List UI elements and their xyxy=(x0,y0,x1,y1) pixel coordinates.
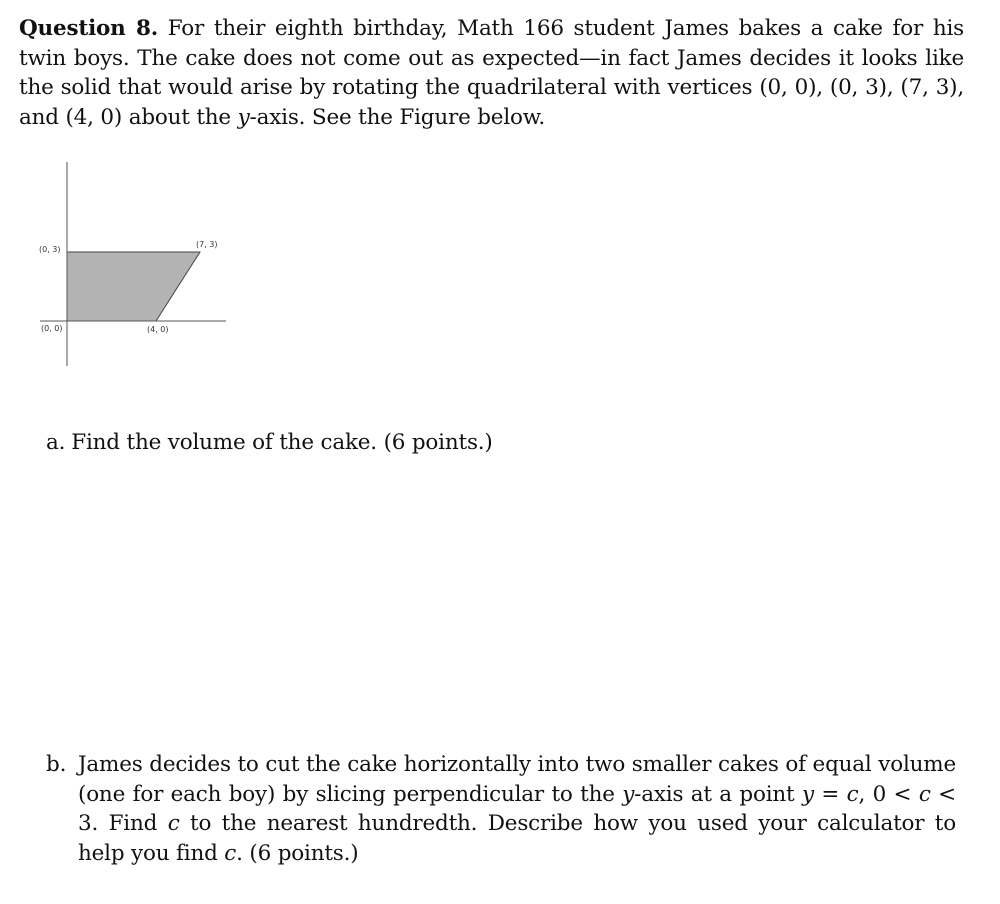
part-b-text-7: . (6 points.) xyxy=(236,840,359,866)
c-variable: c xyxy=(167,811,180,836)
part-b-text-1: James decides to cut the cake horizontally into two smaller cakes of equal volume (one for each boy) by slicing perpendicular to the xyxy=(78,752,956,807)
part-b-text-4: , 0 < xyxy=(858,781,919,807)
part-b-text-5: < 3. Find xyxy=(78,781,956,836)
part-a-marker: a. xyxy=(46,430,66,455)
question-8 xyxy=(19,14,964,132)
part-b-text-6: to the nearest hundredth. Describe how you used your calculator to help you find xyxy=(78,811,956,866)
quadrilateral-figure xyxy=(20,150,240,380)
label-top-left: (0, 3) xyxy=(39,245,61,254)
part-b xyxy=(46,750,956,868)
question-text-2: -axis. See the Figure below. xyxy=(249,104,546,130)
c-variable: c xyxy=(918,781,931,807)
quadrilateral-shape xyxy=(67,252,200,321)
part-b-text-2: -axis at a point xyxy=(634,781,802,807)
y-variable: y xyxy=(801,781,814,807)
y-variable: y xyxy=(237,104,250,130)
label-origin: (0, 0) xyxy=(41,324,63,333)
part-b-text xyxy=(78,750,956,868)
c-variable: c xyxy=(224,840,237,866)
label-bottom-right: (4, 0) xyxy=(147,325,169,334)
part-a xyxy=(46,428,946,458)
question-label: Question 8. xyxy=(19,16,159,41)
c-variable: c xyxy=(846,781,859,807)
question-text-1: For their eighth birthday, Math 166 student James bakes a cake for his twin boys. The cake does not come out as expected—in fact James decides it looks like the solid that would arise by rotating the quadrilateral with vertices (0, 0), (0, 3), (7, 3), and (4, 0) about the xyxy=(19,16,964,130)
figure-svg xyxy=(20,150,240,380)
part-a-text: Find the volume of the cake. (6 points.) xyxy=(71,430,493,455)
y-variable: y xyxy=(622,781,635,807)
label-top-right: (7, 3) xyxy=(196,240,218,249)
part-b-marker: b. xyxy=(46,752,67,777)
part-b-text-3: = xyxy=(813,781,847,807)
